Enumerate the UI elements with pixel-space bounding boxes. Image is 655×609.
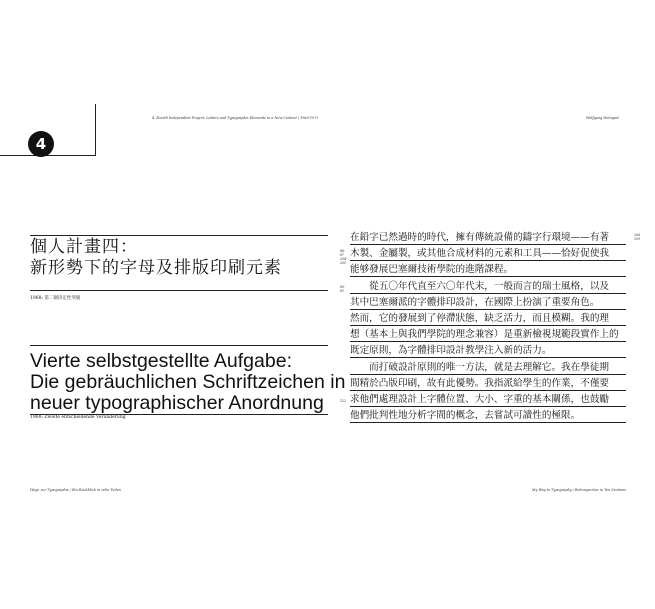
margin-ref-top-right: 208 209 xyxy=(634,233,641,241)
line-rule xyxy=(350,390,626,391)
german-title-line-1: Vierte selbstgestellte Aufgabe: xyxy=(30,350,292,372)
chinese-body-text xyxy=(350,231,626,426)
line-rule xyxy=(350,406,626,407)
running-head-right: Wolfgang Weingart xyxy=(586,116,619,120)
german-title-top-rule xyxy=(30,345,328,346)
german-title-line-2: Die gebräuchlichen Schriftzeichen in xyxy=(30,371,346,393)
chapter-number-badge: 4 xyxy=(28,131,54,157)
german-title-line-3: neuer typographischer Anordnung xyxy=(30,392,324,414)
chinese-caption: 1968: 第二個決定性突破 xyxy=(30,296,81,301)
footer-left: Wege zur Typographie / Ein Rückblick in zehn Teilen xyxy=(30,488,121,492)
body-line: 木製、金屬製，或其他合成材料的元素和工具——恰好促使我 xyxy=(350,248,610,259)
body-line: 求他們處理設計上字體位置、大小、字重的基本關係，也鼓勵 xyxy=(350,394,610,405)
line-rule xyxy=(350,260,626,261)
body-line: 既定原則，為字體排印設計教學注入新的活力。 xyxy=(350,345,552,356)
line-rule xyxy=(350,325,626,326)
margin-ref-b: 80- 81 xyxy=(340,285,346,293)
corner-frame-horizontal xyxy=(0,155,96,156)
line-rule xyxy=(350,276,626,277)
body-line: 在鉛字已然過時的時代，擁有傳統設備的鑄字行環境——有著 xyxy=(350,232,610,243)
footer-right: My Way to Typography / Retrospective in Ten Sections xyxy=(532,488,627,492)
line-rule xyxy=(350,374,626,375)
german-caption: 1968: Zweite entscheidende Veränderung xyxy=(30,415,126,420)
margin-ref-c: 122 xyxy=(340,399,347,403)
chinese-title-line-2: 新形勢下的字母及排版印刷元素 xyxy=(30,258,282,278)
body-line: 間精於凸版印刷，故有此優勢。我指派給學生的作業，不僅要 xyxy=(350,378,610,389)
corner-frame-vertical xyxy=(95,104,96,156)
chinese-caption-rule xyxy=(30,290,328,291)
line-rule xyxy=(350,422,626,423)
margin-ref-a: 86- 87 204- 205 xyxy=(340,249,348,265)
body-line: 想（基本上與我們學院的理念兼容）是重新檢視規範段實作上的 xyxy=(350,329,619,340)
body-line: 他們批判性地分析字間的概念，去嘗試可讀性的極限。 xyxy=(350,410,581,421)
line-rule xyxy=(350,357,626,358)
line-rule xyxy=(350,309,626,310)
chinese-title-line-1: 個人計畫四： xyxy=(30,237,138,257)
line-rule xyxy=(350,244,626,245)
body-line: 其中巴塞爾派的字體排印設計，在國際上扮演了重要角色。 xyxy=(350,297,600,308)
running-head-left: 4. Fourth Independent Project: Letters and Typographic Elements in a New Context | 1969-1972 xyxy=(152,116,319,120)
body-line: 能够發展巴塞爾技術學院的進階課程。 xyxy=(350,264,514,275)
body-line: 從五〇年代直至六〇年代末，一般而言的瑞士風格，以及 xyxy=(350,281,610,292)
body-line: 而打破設計原則的唯一方法，就是去理解它。我在學徒期 xyxy=(350,362,610,373)
line-rule xyxy=(350,293,626,294)
line-rule xyxy=(350,341,626,342)
body-line: 然而，它的發展到了停滯狀態，缺乏活力，而且模糊。我的理 xyxy=(350,313,610,324)
